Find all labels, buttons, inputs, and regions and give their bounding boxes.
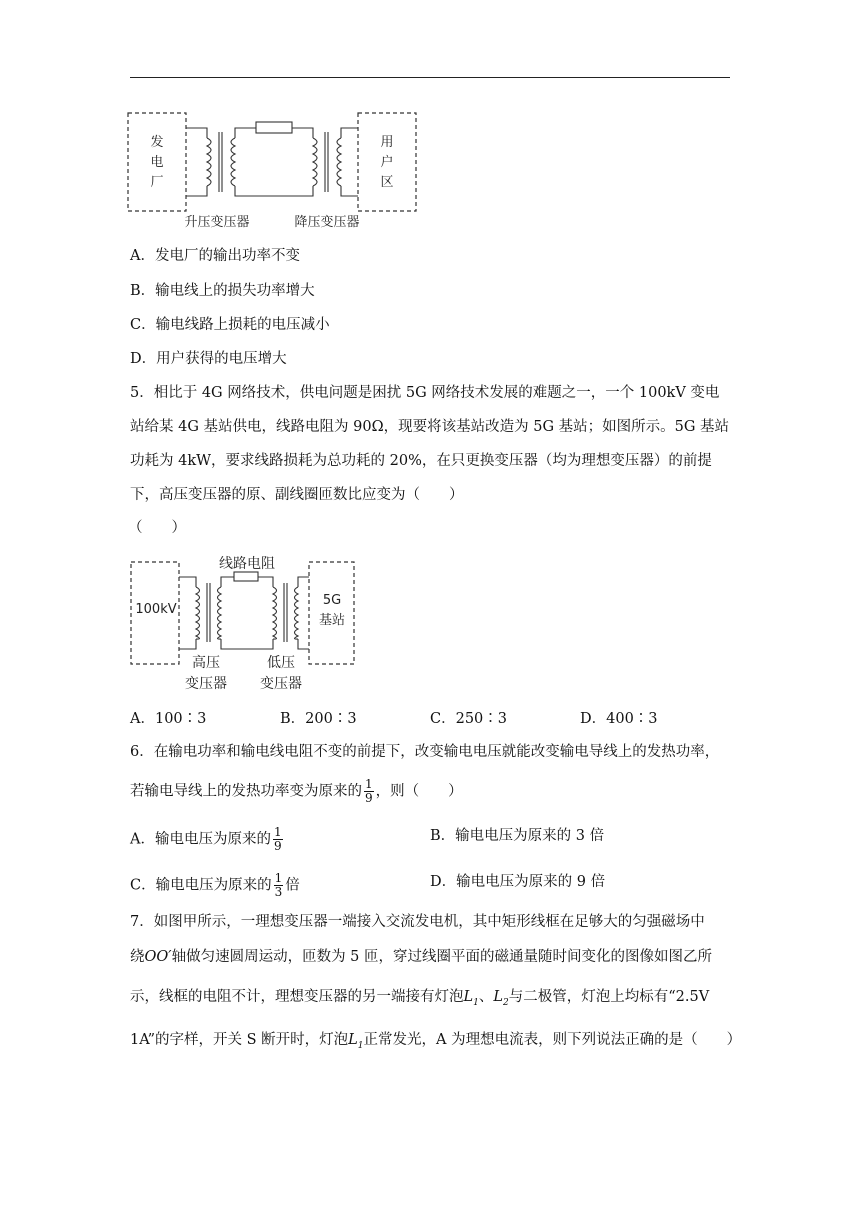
- fig2-station-1: 5G: [322, 593, 342, 608]
- q4-option-a: A．发电厂的输出功率不变: [130, 248, 300, 264]
- fig1-step-down-label: 降压变压器: [294, 215, 360, 230]
- fig2-lv-label-1: 低压: [267, 655, 295, 671]
- fig1-right-2: 户: [380, 155, 394, 170]
- fig2-hv-label-1: 高压: [192, 655, 220, 671]
- fig1-right-1: 用: [380, 135, 394, 150]
- q5-option-c: C．250∶3: [430, 711, 507, 727]
- fig2-line-resistance-label: 线路电阻: [219, 556, 275, 572]
- q4-option-c: C．输电线路上损耗的电压减小: [130, 317, 330, 333]
- header-rule: [130, 77, 730, 78]
- fig2-lv-label-2: 变压器: [260, 676, 302, 692]
- fig1-step-up-label: 升压变压器: [184, 215, 250, 230]
- q5-option-b: B．200∶3: [280, 711, 357, 727]
- q7-lamp-l1: $L_1$: [463, 989, 479, 1008]
- q6-option-a-fraction: $\frac{1}{9}$: [273, 825, 282, 853]
- q5-line-1: 5．相比于 4G 网络技术，供电问题是困扰 5G 网络技术发展的难题之一，一个 100kV 变电: [130, 385, 720, 401]
- q4-option-b: B．输电线上的损失功率增大: [130, 283, 315, 299]
- fig1-left-3: 厂: [150, 175, 164, 190]
- fig2-source-label: 100kV: [135, 602, 177, 617]
- q5-line-5: （ ）: [128, 520, 186, 536]
- q7-line-2: 绕OO′轴做匀速圆周运动，匝数为 5 匝，穿过线圈平面的磁通量随时间变化的图像如图乙所: [130, 949, 713, 965]
- q6-option-a: A．输电电压为原来的 $\frac{1}{9}$: [130, 825, 282, 853]
- q6-line-2: [130, 778, 463, 805]
- q6-line-1: 6．在输电功率和输电线电阻不变的前提下，改变输电电压就能改变输电导线上的发热功率，: [130, 744, 720, 760]
- fig2-hv-label-2: 变压器: [185, 676, 227, 692]
- q4-option-d: D．用户获得的电压增大: [130, 351, 287, 367]
- transmission-diagram-2: [128, 550, 368, 698]
- q7-line-4: 1A”的字样，开关 S 断开时，灯泡$L_1$正常发光，A 为理想电流表，则下列说法正确的是（ ）: [130, 1032, 742, 1051]
- q5-line-3: 功耗为 4kW，要求线路损耗为总功耗的 20%，在只更换变压器（均为理想变压器）的前提: [130, 453, 712, 469]
- q6-option-c: C．输电电压为原来的 $\frac{1}{3}$ 倍: [130, 871, 300, 899]
- q7-axis-symbol: OO′: [144, 949, 172, 965]
- fig1-left-2: 电: [150, 155, 164, 170]
- q7-line-1: 7．如图甲所示，一理想变压器一端接入交流发电机，其中矩形线框在足够大的匀强磁场中: [130, 914, 705, 930]
- q6-fraction: $\frac{1}{9}$: [365, 777, 373, 805]
- q6-option-c-fraction: $\frac{1}{3}$: [274, 871, 283, 899]
- q7-lamp-l2: $L_2$: [493, 989, 509, 1008]
- q6-line-2-post: ，则（ ）: [375, 783, 463, 800]
- fig1-right-3: 区: [380, 175, 394, 190]
- q5-line-4: 下，高压变压器的原、副线圈匝数比应变为（ ）: [130, 487, 464, 503]
- q7-line-3: 示，线框的电阻不计，理想变压器的另一端接有灯泡$L_1$、$L_2$与二极管，灯泡上均标有“2.5V: [130, 989, 710, 1008]
- q7-lamp-l1-ref: $L_1$: [348, 1032, 364, 1051]
- fig2-station-2: 基站: [318, 613, 346, 628]
- q5-option-d: D．400∶3: [580, 711, 658, 727]
- q5-line-2: 站给某 4G 基站供电，线路电阻为 90Ω，现要将该基站改造为 5G 基站；如图所示。5G 基站: [130, 419, 730, 435]
- q6-line-2-pre: 若输电导线上的发热功率变为原来的: [130, 783, 362, 800]
- q6-option-d: D．输电电压为原来的 9 倍: [430, 874, 606, 890]
- q6-option-b: B．输电电压为原来的 3 倍: [430, 828, 605, 844]
- fig1-left-1: 发: [150, 135, 164, 150]
- transmission-diagram-1: [125, 108, 425, 233]
- q5-option-a: A．100∶3: [130, 711, 207, 727]
